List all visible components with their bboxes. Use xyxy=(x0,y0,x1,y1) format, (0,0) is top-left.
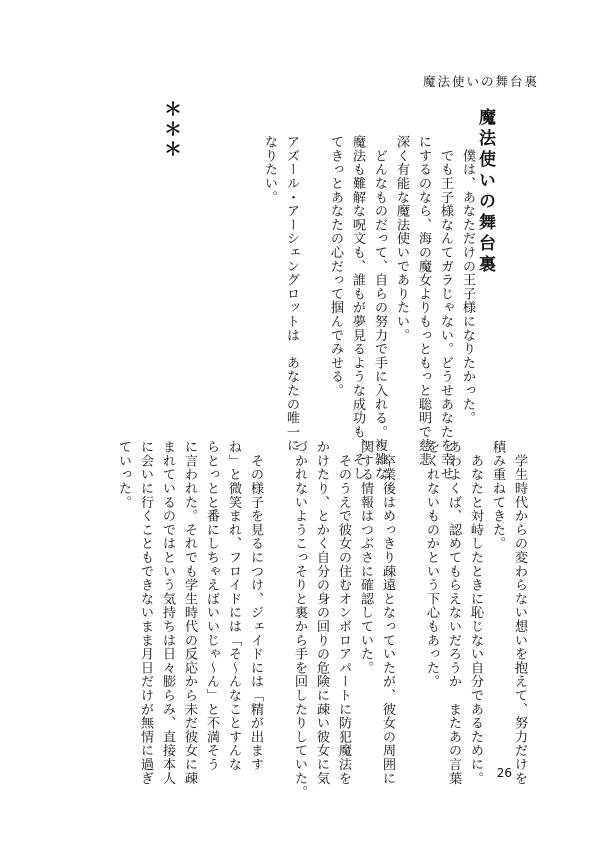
text-line: に言われた。それでも学生時代の反応から未だ彼女に疎 xyxy=(182,440,197,785)
text-line: に会いに行くこともできないまま月日だけが無情に過ぎ xyxy=(138,440,153,785)
text-line: をくれないものかという下心もあった。 xyxy=(424,440,439,689)
text-line: 積み重ねてきた。 xyxy=(490,440,505,551)
text-line: 僕は、あなただけの王子様になりたかった。 xyxy=(460,135,475,425)
section-divider: ＊＊＊ xyxy=(161,100,182,160)
text-line: かけたり、とかく自分の身の回りの危険に疎い彼女に気 xyxy=(314,440,329,785)
text-line: 学生時代からの変わらない想いを抱えて、努力だけを xyxy=(512,440,527,785)
text-line: ていった。 xyxy=(116,440,131,509)
chapter-title: 魔法使いの舞台裏 xyxy=(475,108,495,276)
running-header-title: 魔法使いの舞台裏 xyxy=(422,74,539,89)
paragraph-gap xyxy=(302,135,324,410)
text-line: てきっとあなたの心だって掴んでみせる。 xyxy=(328,135,343,398)
text-line: なりたい。 xyxy=(262,135,277,204)
text-line: 魔法も難解な呪文も、誰もが夢見るような成功も、そし xyxy=(350,135,365,480)
text-line: そのうえで彼女の住むオンボロアパートに防犯魔法を xyxy=(336,440,351,785)
text-line: 深く有能な魔法使いでありたい。 xyxy=(394,135,409,342)
text-line: あわよくば、認めてもらえないだろうか またあの言葉 xyxy=(446,440,461,785)
text-line: づかれないようこっそりと裏から手を回したりしていた。 xyxy=(292,440,307,799)
text-line: でも王子様なんてガラじゃない。どうせあなたを幸せ xyxy=(438,135,453,480)
paragraph-gap xyxy=(266,440,288,760)
text-line: その様子を見るにつけ、ジェイドには「精が出ます xyxy=(248,440,263,772)
text-line: らとっとと番にしちゃえばいいじゃ〜ん」と不満そう xyxy=(204,440,219,772)
text-line: 関する情報はつぶさに確認していた。 xyxy=(358,440,373,675)
text-line: あなたと対峙したときに恥じない自分であるために。 xyxy=(468,440,483,785)
paragraph-gap xyxy=(398,440,420,760)
text-line: にするのなら、海の魔女よりもっともっと聡明で慈悲 xyxy=(416,135,431,467)
text-line: 卒業後はめっきり疎遠となっていたが、彼女の周囲に xyxy=(380,440,395,785)
text-line: ね」と微笑まれ、フロイドには「そ〜んなことすんな xyxy=(226,440,241,772)
text-line: まれているのではという気持ちは日々膨らみ、直接本人 xyxy=(160,440,175,785)
page-number: 26 xyxy=(496,766,512,780)
text-line: どんなものだって、自らの努力で手に入れる。複雑な xyxy=(372,135,387,480)
section-one-text xyxy=(258,135,478,480)
text-line: アズール・アーシェングロットは あなたの唯一に xyxy=(284,135,299,453)
